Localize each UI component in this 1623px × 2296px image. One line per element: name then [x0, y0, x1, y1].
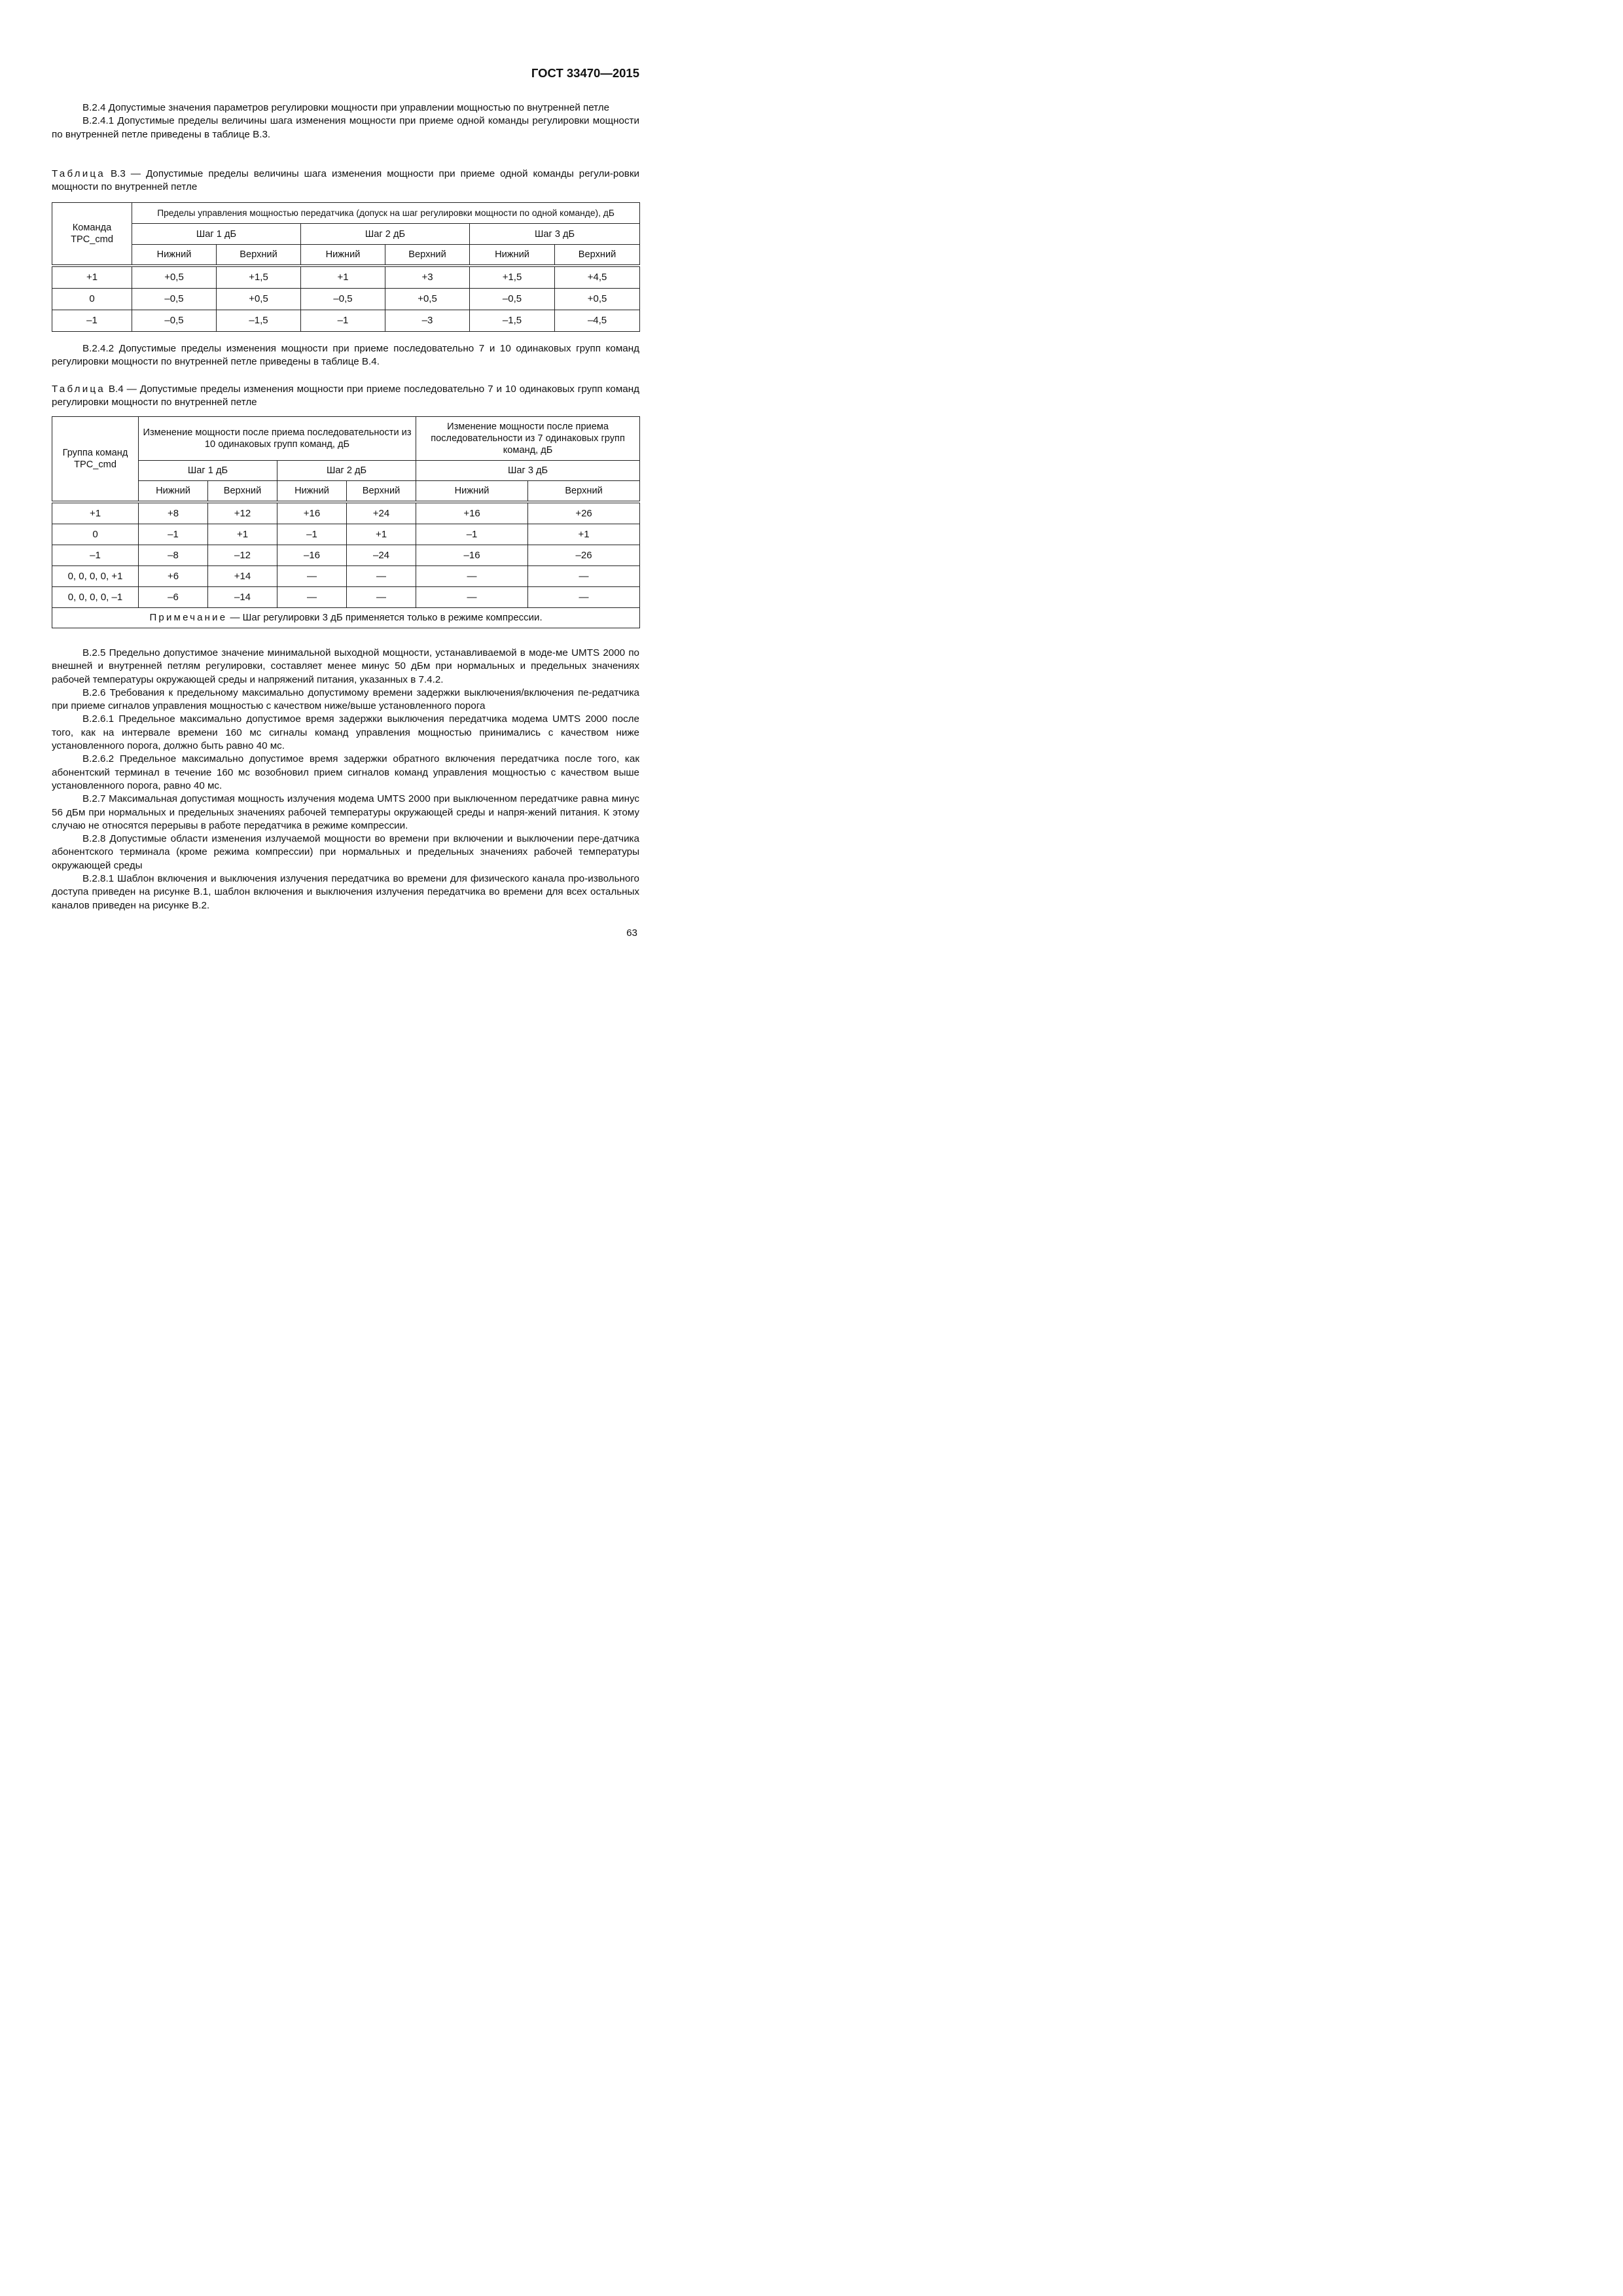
- paragraph-b-2-6-1: В.2.6.1 Предельное максимально допустимое время задержки выключения передатчика модема UMTS 2000 после того, как на интервале времени 160 мс сигналы команд управления мощностью принимались с качеством ниже установленного порога, должно быть равно 40 мс.: [52, 713, 639, 752]
- table-row: [52, 310, 640, 332]
- table-cell: +0,5: [132, 266, 217, 289]
- table-cell: +1: [52, 502, 139, 524]
- intro-section: [52, 101, 639, 141]
- table-cell: +8: [139, 502, 208, 524]
- table-cell: —: [277, 566, 347, 587]
- table-cell: +1: [347, 524, 416, 545]
- paragraph-b-2-5: В.2.5 Предельно допустимое значение минимальной выходной мощности, устанавливаемой в моде-ме UMTS 2000 по внешней и внутренней петлям регулировки, составляет менее минус 50 дБм при нормальных и предельных значениях рабочей температуры окружающей среды и напряжений питания, указанных в 7.4.2.: [52, 647, 639, 685]
- table-cell: –1,5: [470, 310, 555, 332]
- table-cell: +4,5: [555, 266, 640, 289]
- paragraph-b-2-4-2: В.2.4.2 Допустимые пределы изменения мощности при приеме последовательно 7 и 10 одинаковых групп команд регулировки мощности по внутренней петле приведены в таблице В.4.: [52, 343, 639, 368]
- table-cell: +1: [301, 266, 385, 289]
- header-cell-step-3: Шаг 3 дБ: [416, 461, 640, 481]
- header-cell-step-1: Шаг 1 дБ: [132, 224, 301, 245]
- table-cell: +1,5: [470, 266, 555, 289]
- table-cell: –14: [208, 587, 277, 608]
- table-caption-label: Таблица: [52, 384, 105, 395]
- table-b3-caption: [52, 168, 639, 194]
- table-cell: —: [277, 587, 347, 608]
- table-cell: –0,5: [301, 289, 385, 310]
- header-cell-step-3: Шаг 3 дБ: [470, 224, 640, 245]
- header-cell-limits: Пределы управления мощностью передатчика (допуск на шаг регулировки мощности по одной команде), дБ: [132, 203, 640, 224]
- table-cell: +0,5: [555, 289, 640, 310]
- table-cell: 0, 0, 0, 0, –1: [52, 587, 139, 608]
- table-cell: –1: [301, 310, 385, 332]
- table-cell: –16: [277, 545, 347, 566]
- header-cell-lower: Нижний: [277, 481, 347, 503]
- table-caption-text: В.3 — Допустимые пределы величины шага изменения мощности при приеме одной команды регули-ровки мощности по внутренней петле: [52, 168, 639, 193]
- table-cell: +1,5: [217, 266, 301, 289]
- table-b3: [52, 202, 640, 332]
- paragraph-b-2-8: В.2.8 Допустимые области изменения излучаемой мощности во времени при включении и выключении пере-датчика абонентского терминала (кроме режима компрессии) при нормальных и предельных значениях рабочей температуры окружающей среды: [52, 833, 639, 871]
- table-row: [52, 289, 640, 310]
- table-cell: —: [416, 566, 528, 587]
- table-cell: –6: [139, 587, 208, 608]
- header-cell-upper: Верхний: [555, 245, 640, 266]
- note-label: Примечание: [149, 612, 228, 623]
- table-b3-wrapper: [52, 202, 639, 332]
- table-row: [52, 266, 640, 289]
- header-cell-command-group: Группа команд TPC_cmd: [52, 417, 139, 503]
- table-cell: —: [528, 566, 640, 587]
- table-cell: –1: [52, 310, 132, 332]
- table-b4-wrapper: [52, 416, 639, 628]
- table-cell: –16: [416, 545, 528, 566]
- paragraph-b-2-8-1: В.2.8.1 Шаблон включения и выключения излучения передатчика во времени для физического канала про-извольного доступа приведен на рисунке В.1, шаблон включения и выключения излучения передатчика во времени для всех остальных каналов приведен на рисунке В.2.: [52, 873, 639, 911]
- header-cell-step-2: Шаг 2 дБ: [301, 224, 470, 245]
- paragraph-b-2-4: В.2.4 Допустимые значения параметров регулировки мощности при управлении мощностью по внутренней петле: [82, 102, 610, 113]
- table-row: [52, 566, 640, 587]
- header-cell-upper: Верхний: [385, 245, 470, 266]
- header-cell-upper: Верхний: [217, 245, 301, 266]
- table-cell: +12: [208, 502, 277, 524]
- paragraph-b-2-6: В.2.6 Требования к предельному максимально допустимому времени задержки выключения/включения пе-редатчика при приеме сигналов управления мощностью с качеством ниже/выше установленного порога: [52, 687, 639, 712]
- table-note-row: [52, 608, 640, 628]
- table-cell: –0,5: [132, 289, 217, 310]
- header-cell-lower: Нижний: [470, 245, 555, 266]
- note-text: — Шаг регулировки 3 дБ применяется только в режиме компрессии.: [227, 612, 543, 623]
- table-cell: –8: [139, 545, 208, 566]
- table-caption-text: В.4 — Допустимые пределы изменения мощности при приеме последовательно 7 и 10 одинаковых групп команд регулировки мощности по внутренней петле: [52, 384, 639, 408]
- table-cell: –1: [277, 524, 347, 545]
- header-cell-upper: Верхний: [347, 481, 416, 503]
- table-b4-caption: [52, 383, 639, 410]
- header-cell-command: Команда TPC_cmd: [52, 203, 132, 266]
- table-cell: –1: [416, 524, 528, 545]
- table-row: [52, 502, 640, 524]
- table-cell: +16: [416, 502, 528, 524]
- header-cell-upper: Верхний: [528, 481, 640, 503]
- page-number: 63: [626, 927, 637, 939]
- table-cell: —: [347, 587, 416, 608]
- document-header: ГОСТ 33470—2015: [531, 66, 639, 80]
- table-row: [52, 587, 640, 608]
- table-cell: +1: [52, 266, 132, 289]
- header-cell-lower: Нижний: [132, 245, 217, 266]
- table-cell: +3: [385, 266, 470, 289]
- table-cell: –12: [208, 545, 277, 566]
- table-cell: –1,5: [217, 310, 301, 332]
- table-cell: +24: [347, 502, 416, 524]
- table-cell: –0,5: [132, 310, 217, 332]
- paragraph-b-2-7: В.2.7 Максимальная допустимая мощность излучения модема UMTS 2000 при выключенном передатчике равна минус 56 дБм при нормальных и предельных значениях рабочей температуры окружающей среды и напря-жений питания. К этому случаю не относятся перерывы в работе передатчика в режиме компрессии.: [52, 793, 639, 831]
- header-cell-step-1: Шаг 1 дБ: [139, 461, 277, 481]
- table-cell: –1: [52, 545, 139, 566]
- table-cell: 0: [52, 289, 132, 310]
- header-cell-upper: Верхний: [208, 481, 277, 503]
- table-cell: +6: [139, 566, 208, 587]
- table-cell: +16: [277, 502, 347, 524]
- header-cell-7-groups: Изменение мощности после приема последовательности из 7 одинаковых групп команд, дБ: [416, 417, 640, 461]
- table-cell: +26: [528, 502, 640, 524]
- table-b4: [52, 416, 640, 628]
- header-cell-lower: Нижний: [416, 481, 528, 503]
- table-row: [52, 524, 640, 545]
- table-cell: 0: [52, 524, 139, 545]
- table-cell: —: [347, 566, 416, 587]
- header-cell-step-2: Шаг 2 дБ: [277, 461, 416, 481]
- table-cell: –1: [139, 524, 208, 545]
- table-cell: +0,5: [217, 289, 301, 310]
- table-cell: 0, 0, 0, 0, +1: [52, 566, 139, 587]
- table-cell: +1: [528, 524, 640, 545]
- header-cell-lower: Нижний: [139, 481, 208, 503]
- header-cell-lower: Нижний: [301, 245, 385, 266]
- table-cell: –24: [347, 545, 416, 566]
- document-page: [0, 0, 720, 1018]
- paragraph-b-2-6-2: В.2.6.2 Предельное максимально допустимое время задержки обратного включения передатчика после того, как абонентский терминал в течение 160 мс возобновил прием сигналов команд управления мощностью с качеством выше установленного порога, равно 40 мс.: [52, 753, 639, 791]
- table-cell: +14: [208, 566, 277, 587]
- table-cell: —: [416, 587, 528, 608]
- table-cell: +1: [208, 524, 277, 545]
- table-cell: —: [528, 587, 640, 608]
- table-cell: –26: [528, 545, 640, 566]
- body-section: [52, 647, 639, 912]
- table-cell: –4,5: [555, 310, 640, 332]
- mid-section: [52, 342, 639, 369]
- table-cell: –0,5: [470, 289, 555, 310]
- table-row: [52, 545, 640, 566]
- table-cell: –3: [385, 310, 470, 332]
- table-caption-label: Таблица: [52, 168, 105, 179]
- table-note: [52, 608, 640, 628]
- table-cell: +0,5: [385, 289, 470, 310]
- header-cell-10-groups: Изменение мощности после приема последовательности из 10 одинаковых групп команд, дБ: [139, 417, 416, 461]
- paragraph-b-2-4-1: В.2.4.1 Допустимые пределы величины шага изменения мощности при приеме одной команды регулировки мощности по внутренней петле приведены в таблице В.3.: [52, 115, 639, 140]
